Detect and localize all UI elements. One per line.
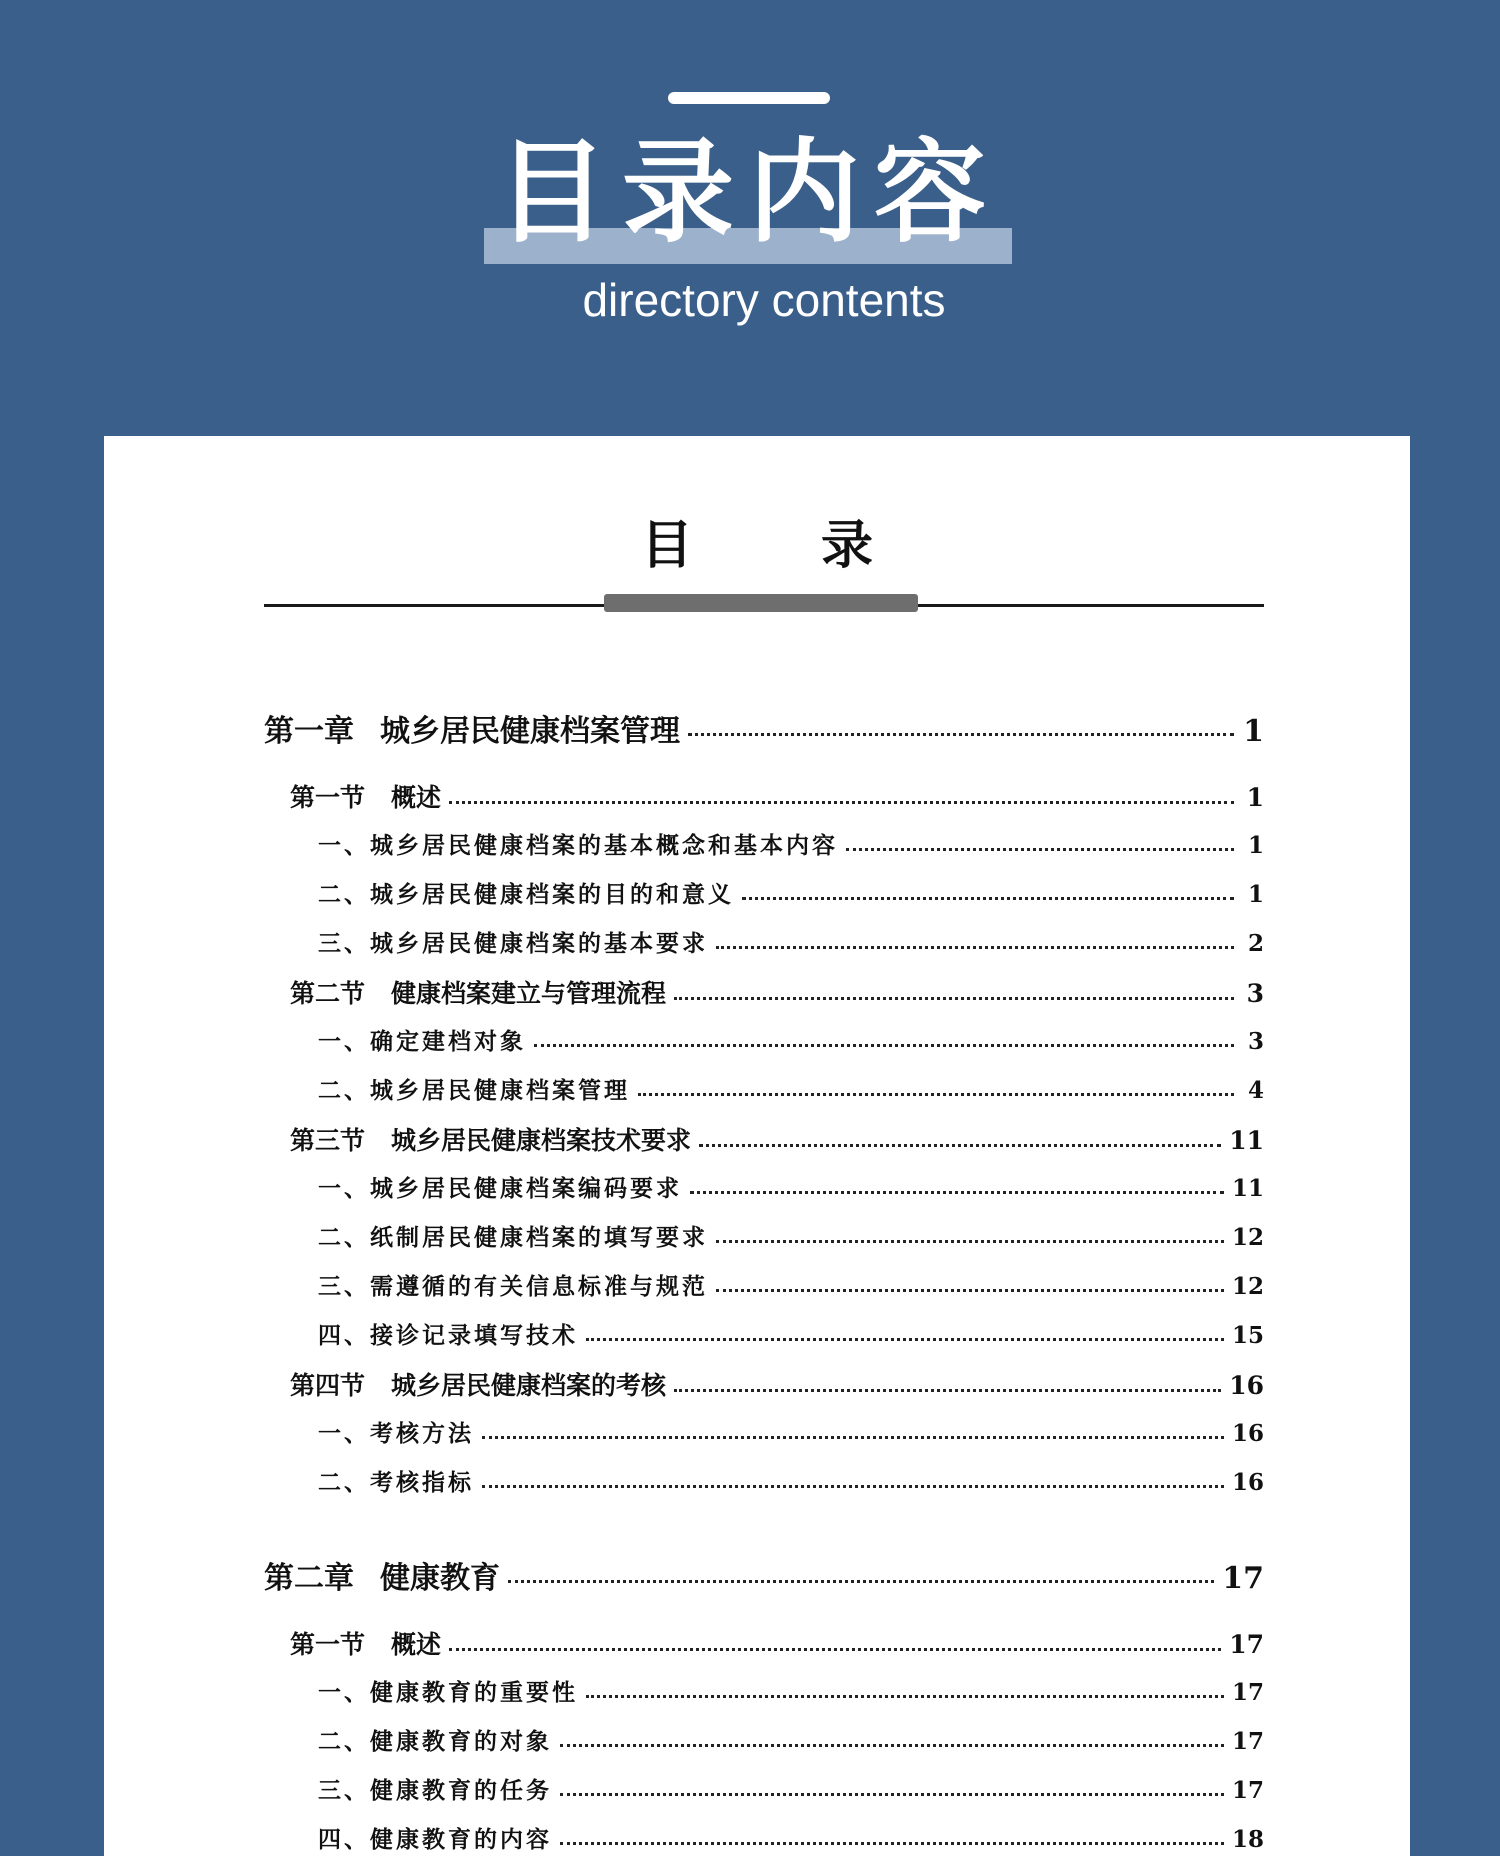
toc-entry-label [290, 974, 666, 1010]
toc-page-number: 1 [1247, 832, 1264, 859]
toc-entry-label [318, 925, 708, 958]
toc-entry-label [318, 1170, 682, 1203]
toc-page-number: 16 [1229, 1371, 1264, 1400]
document-page [104, 436, 1410, 1856]
toc-section-row [290, 1366, 1264, 1402]
toc-dot-leader [449, 1648, 1221, 1651]
toc-page-number: 16 [1231, 1469, 1264, 1496]
toc-entry-text: 二、城乡居民健康档案管理 [318, 1077, 630, 1104]
toc-item-row [318, 1674, 1264, 1707]
toc-entry-label [318, 1219, 708, 1252]
toc-chapter-row [264, 706, 1264, 750]
toc-dot-leader [742, 897, 1234, 900]
toc-page-number: 3 [1247, 1028, 1264, 1055]
toc-page-number: 2 [1247, 930, 1264, 957]
toc-entry-text: 二、城乡居民健康档案的目的和意义 [318, 881, 734, 908]
toc-item-row [318, 1072, 1264, 1105]
toc-entry-label [318, 1072, 630, 1105]
toc-entry-label [264, 706, 680, 750]
toc-entry-text: 一、考核方法 [318, 1420, 474, 1447]
toc-entry-number: 第二节 [290, 979, 366, 1008]
toc-entry-text: 一、城乡居民健康档案编码要求 [318, 1175, 682, 1202]
toc-dot-leader [482, 1436, 1224, 1439]
toc-page-number: 11 [1229, 1126, 1264, 1155]
banner [0, 0, 1500, 436]
toc-dot-leader [560, 1842, 1224, 1845]
toc-entry-text: 健康教育 [380, 1561, 500, 1596]
toc-page-number: 17 [1231, 1679, 1264, 1706]
heading-right: 录 [821, 515, 874, 576]
banner-title: 目录内容 [496, 128, 1000, 258]
toc-entry-text: 城乡居民健康档案的考核 [391, 1371, 667, 1400]
toc-page-number: 16 [1231, 1420, 1264, 1447]
toc-entry-text: 一、健康教育的重要性 [318, 1679, 578, 1706]
toc-entry-text: 城乡居民健康档案管理 [380, 714, 680, 749]
toc-entry-text: 四、健康教育的内容 [318, 1826, 552, 1853]
toc-item-row [318, 1723, 1264, 1756]
heading-left: 目 [640, 515, 693, 576]
toc-entry-label [290, 778, 441, 814]
toc-entry-label [318, 1674, 578, 1707]
toc-dot-leader [699, 1144, 1221, 1147]
toc-dot-leader [508, 1580, 1214, 1583]
toc-entry-text: 健康档案建立与管理流程 [391, 979, 667, 1008]
toc-page-number: 12 [1231, 1224, 1264, 1251]
toc-dot-leader [534, 1044, 1234, 1047]
toc-page-number: 17 [1222, 1561, 1264, 1596]
toc-entry-number: 第一节 [290, 783, 366, 812]
toc-page-number: 12 [1231, 1273, 1264, 1300]
toc-entry-number: 第二章 [264, 1561, 354, 1596]
toc-section-row [290, 1121, 1264, 1157]
toc-dot-leader [586, 1695, 1224, 1698]
toc-entry-text: 概述 [391, 1630, 442, 1659]
toc-dot-leader [449, 801, 1234, 804]
toc-dot-leader [482, 1485, 1224, 1488]
toc-entry-text: 三、需遵循的有关信息标准与规范 [318, 1273, 708, 1300]
toc-entry-text: 三、健康教育的任务 [318, 1777, 552, 1804]
toc-dot-leader [690, 1191, 1224, 1194]
toc-page-number: 1 [1243, 714, 1264, 749]
toc-entry-text: 城乡居民健康档案技术要求 [391, 1126, 692, 1155]
toc-item-row [318, 1170, 1264, 1203]
toc-entry-label [318, 1464, 474, 1497]
toc-entry-label [318, 1268, 708, 1301]
toc-item-row [318, 1317, 1264, 1350]
toc-dot-leader [586, 1338, 1224, 1341]
toc-entry-label [318, 1723, 552, 1756]
toc-entry-number: 第三节 [290, 1126, 366, 1155]
toc-entry-label [318, 876, 734, 909]
toc-entry-label [318, 1023, 526, 1056]
toc-dot-leader [674, 997, 1234, 1000]
toc-dot-leader [716, 1240, 1224, 1243]
toc-page-number: 17 [1231, 1728, 1264, 1755]
toc-item-row [318, 876, 1264, 909]
toc-chapter-row [264, 1553, 1264, 1597]
toc-page-number: 3 [1246, 979, 1264, 1008]
toc-item-row [318, 1464, 1264, 1497]
heading-rule-accent [604, 594, 918, 612]
banner-subtitle: directory contents [582, 274, 946, 326]
toc-entry-label [290, 1625, 441, 1661]
toc-entry-text: 二、考核指标 [318, 1469, 474, 1496]
toc-section-row [290, 1625, 1264, 1661]
toc-entry-label [318, 1821, 552, 1854]
toc-entry-text: 二、健康教育的对象 [318, 1728, 552, 1755]
toc-entry-label [318, 1317, 578, 1350]
toc-dot-leader [638, 1093, 1234, 1096]
toc-item-row [318, 1415, 1264, 1448]
toc-entry-number: 第四节 [290, 1371, 366, 1400]
toc-dot-leader [560, 1793, 1224, 1796]
toc-page-number: 1 [1246, 783, 1264, 812]
toc-entry-label [318, 827, 838, 860]
toc-page-number: 1 [1247, 881, 1264, 908]
toc-dot-leader [716, 946, 1234, 949]
decorative-bar [668, 92, 830, 104]
toc-item-row [318, 827, 1264, 860]
toc-entry-label [264, 1553, 500, 1597]
toc-entry-text: 三、城乡居民健康档案的基本要求 [318, 930, 708, 957]
toc-entry-number: 第一节 [290, 1630, 366, 1659]
toc-page-number: 17 [1231, 1777, 1264, 1804]
toc-entry-text: 一、城乡居民健康档案的基本概念和基本内容 [318, 832, 838, 859]
toc-dot-leader [674, 1389, 1221, 1392]
toc-dot-leader [846, 848, 1234, 851]
document-heading [104, 514, 1410, 578]
toc-page-number: 4 [1247, 1077, 1264, 1104]
toc-entry-text: 四、接诊记录填写技术 [318, 1322, 578, 1349]
toc-item-row [318, 925, 1264, 958]
toc-section-row [290, 974, 1264, 1010]
toc-item-row [318, 1268, 1264, 1301]
toc-entry-text: 概述 [391, 783, 442, 812]
toc-item-row [318, 1023, 1264, 1056]
toc-page-number: 15 [1231, 1322, 1264, 1349]
toc-section-row [290, 778, 1264, 814]
toc-page-number: 11 [1231, 1175, 1264, 1202]
toc-entry-label [290, 1121, 691, 1157]
toc-dot-leader [560, 1744, 1224, 1747]
toc-dot-leader [716, 1289, 1224, 1292]
toc-item-row [318, 1772, 1264, 1805]
toc-entry-text: 二、纸制居民健康档案的填写要求 [318, 1224, 708, 1251]
toc-entry-text: 一、确定建档对象 [318, 1028, 526, 1055]
toc-item-row [318, 1219, 1264, 1252]
toc-entry-label [318, 1772, 552, 1805]
toc-entry-label [318, 1415, 474, 1448]
toc-entry-number: 第一章 [264, 714, 354, 749]
toc-page-number: 18 [1231, 1826, 1264, 1853]
toc-page-number: 17 [1229, 1630, 1264, 1659]
toc-dot-leader [688, 733, 1234, 736]
toc-item-row [318, 1821, 1264, 1854]
toc-entry-label [290, 1366, 666, 1402]
